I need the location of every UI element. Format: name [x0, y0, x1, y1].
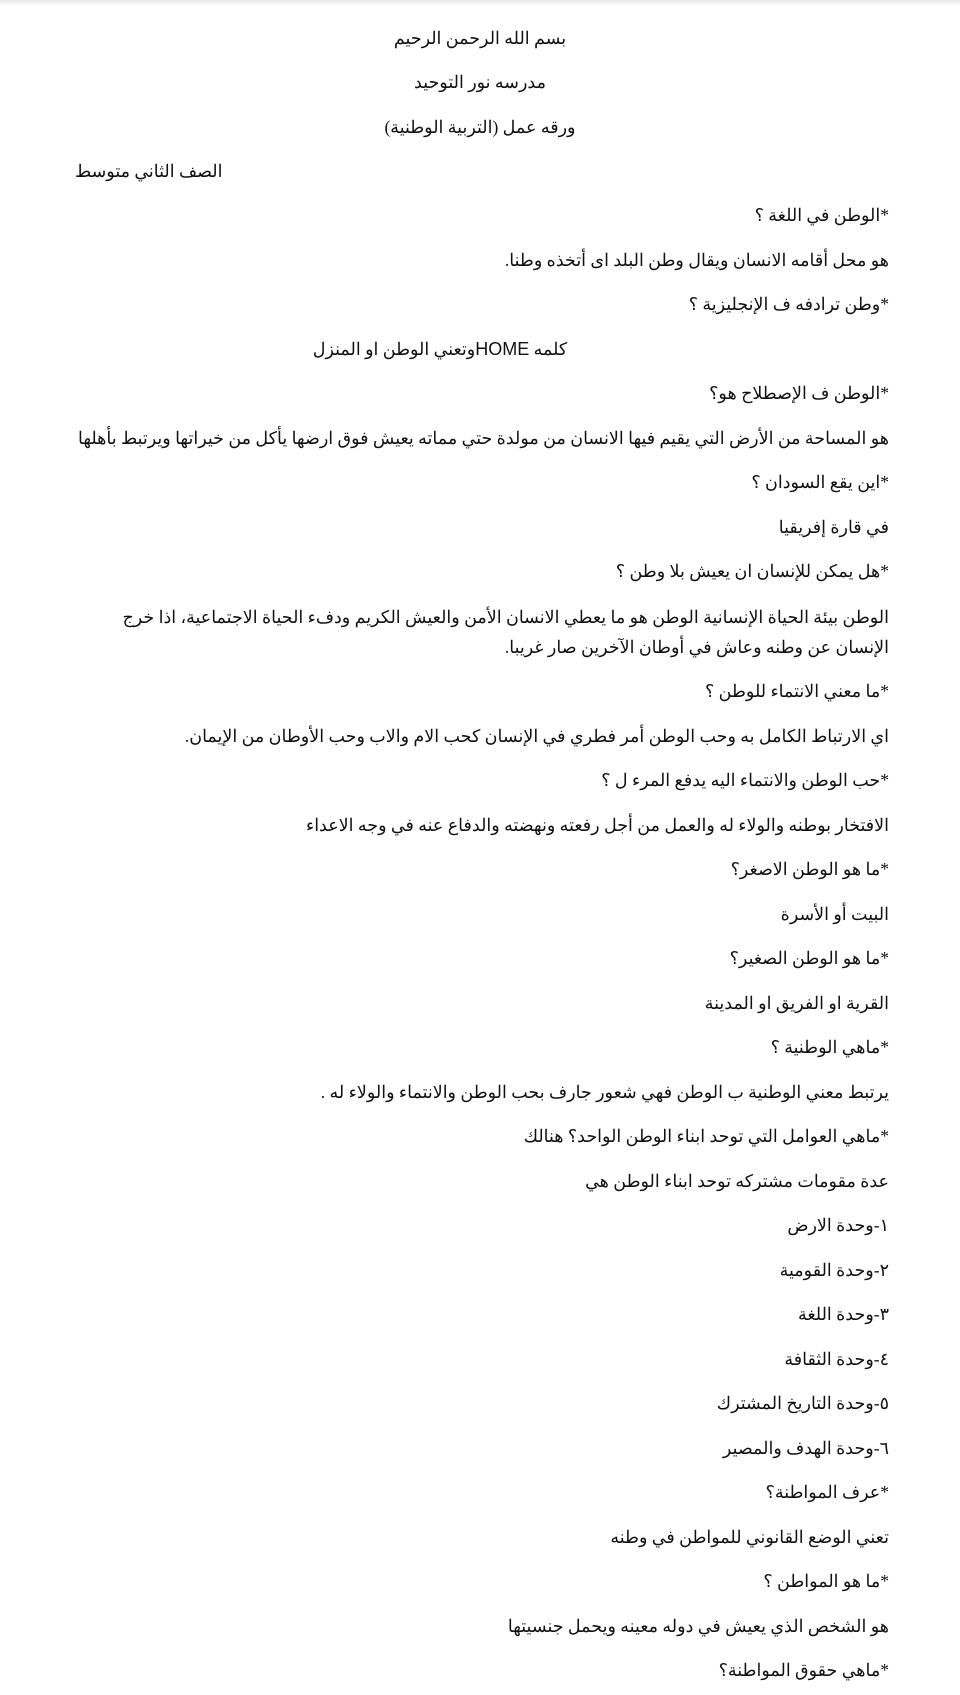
list-item: ٥-وحدة التاريخ المشترك: [716, 1393, 889, 1413]
question: *ماهي حقوق المواطنة؟: [718, 1660, 889, 1680]
answer: البيت أو الأسرة: [780, 904, 889, 924]
answer: تعني الوضع القانوني للمواطن في وطنه: [610, 1527, 889, 1547]
question: *ما هو المواطن ؟: [763, 1571, 889, 1591]
answer: يرتبط معني الوطنية ب الوطن فهي شعور جارف بحب الوطن والانتماء والولاء له .: [320, 1082, 889, 1102]
answer: هو محل أقامه الانسان ويقال وطن البلد اى أتخذه وطنا.: [504, 250, 889, 270]
question: *حب الوطن والانتماء اليه يدفع المرء ل ؟: [601, 770, 889, 790]
answer: القرية او الفريق او المدينة: [704, 993, 889, 1013]
question: *وطن ترادفه ف الإنجليزية ؟: [688, 294, 889, 314]
grade-label: الصف الثاني متوسط: [75, 161, 223, 181]
answer: هو الشخص الذي يعيش في دوله معينه ويحمل جنسيتها: [507, 1616, 889, 1636]
list-item: ١-وحدة الارض: [787, 1215, 889, 1235]
question: *ماهي العوامل التي توحد ابناء الوطن الواحد؟ هنالك: [523, 1126, 889, 1146]
list-item: ٣-وحدة اللغة: [797, 1304, 889, 1324]
list-item: ٦-وحدة الهدف والمصير: [722, 1438, 889, 1458]
list-item: ٤-وحدة الثقافة: [784, 1349, 889, 1369]
question: *هل يمكن للإنسان ان يعيش بلا وطن ؟: [615, 561, 889, 581]
answer-prefix: كلمه: [529, 339, 568, 359]
answer: في قارة إفريقيا: [778, 517, 889, 537]
worksheet-title: ورقه عمل (التربية الوطنية): [384, 117, 576, 137]
answer-suffix: وتعني الوطن او المنزل: [312, 339, 476, 359]
question: *ما معني الانتماء للوطن ؟: [704, 681, 889, 701]
answer: هو المساحة من الأرض التي يقيم فيها الانسان من مولدة حتي مماته يعيش فوق ارضها يأكل من خيراتها ويرتبط بأهلها: [77, 428, 889, 448]
basmala: بسم الله الرحمن الرحيم: [393, 28, 567, 48]
list-item: ٢-وحدة القومية: [779, 1260, 889, 1280]
question: *ماهي الوطنية ؟: [770, 1037, 889, 1057]
question: *عرف المواطنة؟: [765, 1482, 889, 1502]
answer: الافتخار بوطنه والولاء له والعمل من أجل رفعته ونهضته والدفاع عنه في وجه الاعداء: [305, 815, 889, 835]
question: *ما هو الوطن الاصغر؟: [730, 859, 889, 879]
question: *الوطن ف الإصطلاح هو؟: [709, 383, 889, 403]
question: *اين يقع السودان ؟: [751, 472, 889, 492]
answer: اي الارتباط الكامل به وحب الوطن أمر فطري في الإنسان كحب الام والاب وحب الأوطان من الإيمان.: [184, 726, 889, 746]
answer-latin-word: HOME: [475, 339, 530, 359]
school-name: مدرسه نور التوحيد: [414, 72, 546, 92]
answer: عدة مقومات مشتركه توحد ابناء الوطن هي: [585, 1171, 889, 1191]
question: *الوطن في اللغة ؟: [754, 205, 889, 225]
question: *ما هو الوطن الصغير؟: [729, 948, 889, 968]
answer: [0, 338, 920, 360]
answer-paragraph: الوطن بيئة الحياة الإنسانية الوطن هو ما يعطي الانسان الأمن والعيش الكريم ودفء الحياة الاجتماعية، اذا خرج الإنسان عن وطنه وعاش في أوطان الآخرين صار غريبا.: [122, 607, 889, 657]
